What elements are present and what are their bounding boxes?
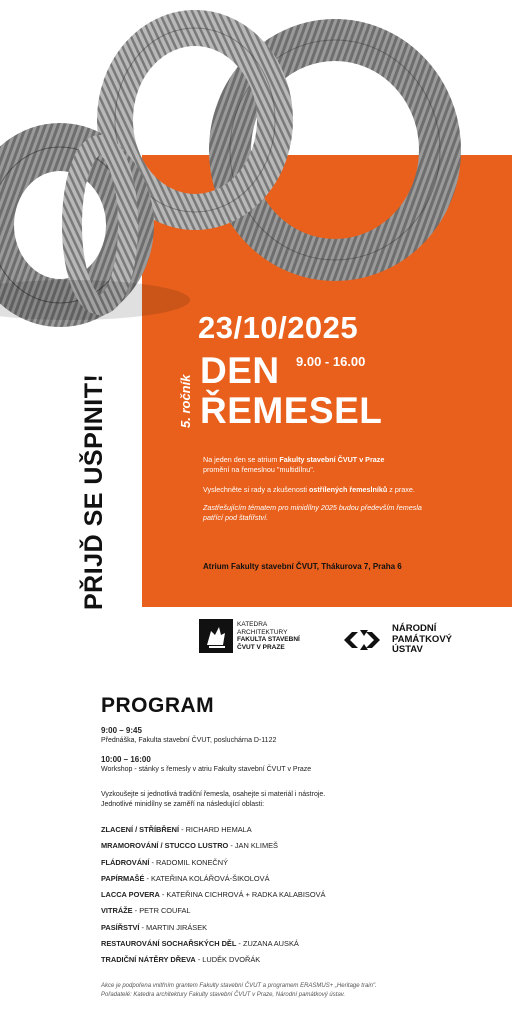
- desc-text: Vyslechněte si rady a zkušenosti: [203, 485, 310, 494]
- item-person: - RADOMIL KONEČNÝ: [149, 857, 229, 867]
- logo-text: KATEDRA: [237, 621, 268, 628]
- desc-text: patřící pod štafířství.: [203, 513, 269, 522]
- title-line-2: ŘEMESEL: [200, 390, 383, 431]
- list-item: [101, 825, 325, 841]
- katedra-architektury-logo: [199, 619, 300, 653]
- program-intro: [101, 790, 401, 810]
- desc-text: Na jeden den se atrium: [203, 455, 280, 464]
- list-item: [101, 955, 325, 971]
- item-person: - MARTIN JIRÁSEK: [139, 922, 208, 932]
- title-line-1: DEN: [200, 350, 280, 391]
- item-name: VITRÁŽE: [101, 906, 133, 916]
- desc-text: promění na řemeslnou "multidílnu".: [203, 465, 315, 474]
- slot-text: Přednáška, Fakulta stavební ČVUT, posluchárna D-1122: [101, 737, 277, 744]
- list-item: [101, 874, 325, 890]
- list-item: [101, 841, 325, 857]
- item-name: FLÁDROVÁNÍ: [101, 857, 150, 867]
- description-1: [203, 455, 483, 475]
- item-person: - RICHARD HEMALA: [179, 825, 252, 834]
- program-heading: PROGRAM: [101, 694, 215, 717]
- item-name: PASÍŘSTVÍ: [101, 922, 140, 932]
- logo-text: ÚSTAV: [392, 644, 423, 655]
- workshop-list: [101, 825, 325, 972]
- list-item: [101, 923, 325, 939]
- logo-text: ČVUT V PRAZE: [237, 643, 285, 651]
- footer-note: [101, 982, 377, 1000]
- item-person: - PETR COUFAL: [132, 906, 191, 916]
- desc-highlight: Fakulty stavební ČVUT v Praze: [279, 455, 385, 464]
- footer-text: Akce je podpořena vnitřním grantem Fakulty stavební ČVUT a programem ERASMUS+ „Heritage train".: [101, 983, 377, 989]
- logo-text: FAKULTA STAVEBNÍ: [237, 636, 300, 643]
- event-address: Atrium Fakulty stavební ČVUT, Thákurova 7, Praha 6: [203, 562, 402, 571]
- description-2: [203, 485, 483, 495]
- item-person: - KATEŘINA CICHROVÁ + RADKA KALABISOVÁ: [159, 890, 326, 900]
- cvut-lion-icon: [199, 619, 233, 653]
- item-person: - KATEŘINA KOLÁŘOVÁ-ŠIKOLOVÁ: [144, 873, 270, 883]
- item-person: - JAN KLIMEŠ: [228, 841, 278, 851]
- intro-text: Jednotlivé minidílny se zaměří na následující oblasti:: [101, 801, 265, 808]
- item-person: - ZUZANA AUSKÁ: [236, 939, 299, 949]
- event-date: 23/10/2025: [198, 310, 359, 345]
- desc-highlight: ostřílených řemeslníků: [309, 485, 388, 494]
- intro-text: Vyzkoušejte si jednotlivá tradiční řemesla, osahejte si materiál i nástroje.: [101, 791, 326, 798]
- item-name: RESTAUROVÁNÍ SOCHAŘSKÝCH DĚL: [101, 939, 237, 949]
- edition-label: 5. ročník: [178, 374, 193, 428]
- program-slot: [101, 726, 276, 746]
- desc-text: z praxe.: [387, 485, 415, 494]
- desc-text: Zastřešujícím tématem pro minidílny 2025 budou především řemesla: [203, 503, 422, 512]
- logo-text: PAMÁTKOVÝ: [392, 633, 452, 645]
- list-item: [101, 890, 325, 906]
- npu-mark-icon: [342, 626, 382, 654]
- slot-time: 9:00 – 9:45: [101, 726, 142, 735]
- item-person: - LUDĚK DVOŘÁK: [195, 955, 261, 965]
- logo-text: ARCHITEKTURY: [237, 628, 288, 636]
- item-name: MRAMOROVÁNÍ / STUCCO LUSTRO: [101, 841, 229, 851]
- event-time: 9.00 - 16.00: [296, 354, 366, 369]
- item-name: ZLACENÍ / STŘÍBŘENÍ: [101, 825, 180, 834]
- footer-text: Pořadatelé: Katedra architektury Fakulty stavební ČVUT v Praze, Národní památkový ústav.: [101, 992, 345, 998]
- list-item: [101, 906, 325, 922]
- program-slot: [101, 755, 311, 775]
- npu-logo: [342, 624, 452, 656]
- description-3: [203, 503, 483, 523]
- list-item: [101, 858, 325, 874]
- slot-text: Workshop - stánky s řemesly v atriu Fakulty stavební ČVUT v Praze: [101, 766, 312, 773]
- logo-text: NÁRODNÍ: [392, 623, 437, 634]
- item-name: LACCA POVERA: [101, 890, 160, 900]
- item-name: TRADIČNÍ NÁTĚRY DŘEVA: [101, 955, 196, 965]
- vertical-slogan: PŘIJĎ SE UŠPINIT!: [80, 373, 108, 610]
- list-item: [101, 939, 325, 955]
- slot-time: 10:00 – 16:00: [101, 755, 151, 764]
- item-name: PAPÍRMAŠÉ: [101, 873, 145, 883]
